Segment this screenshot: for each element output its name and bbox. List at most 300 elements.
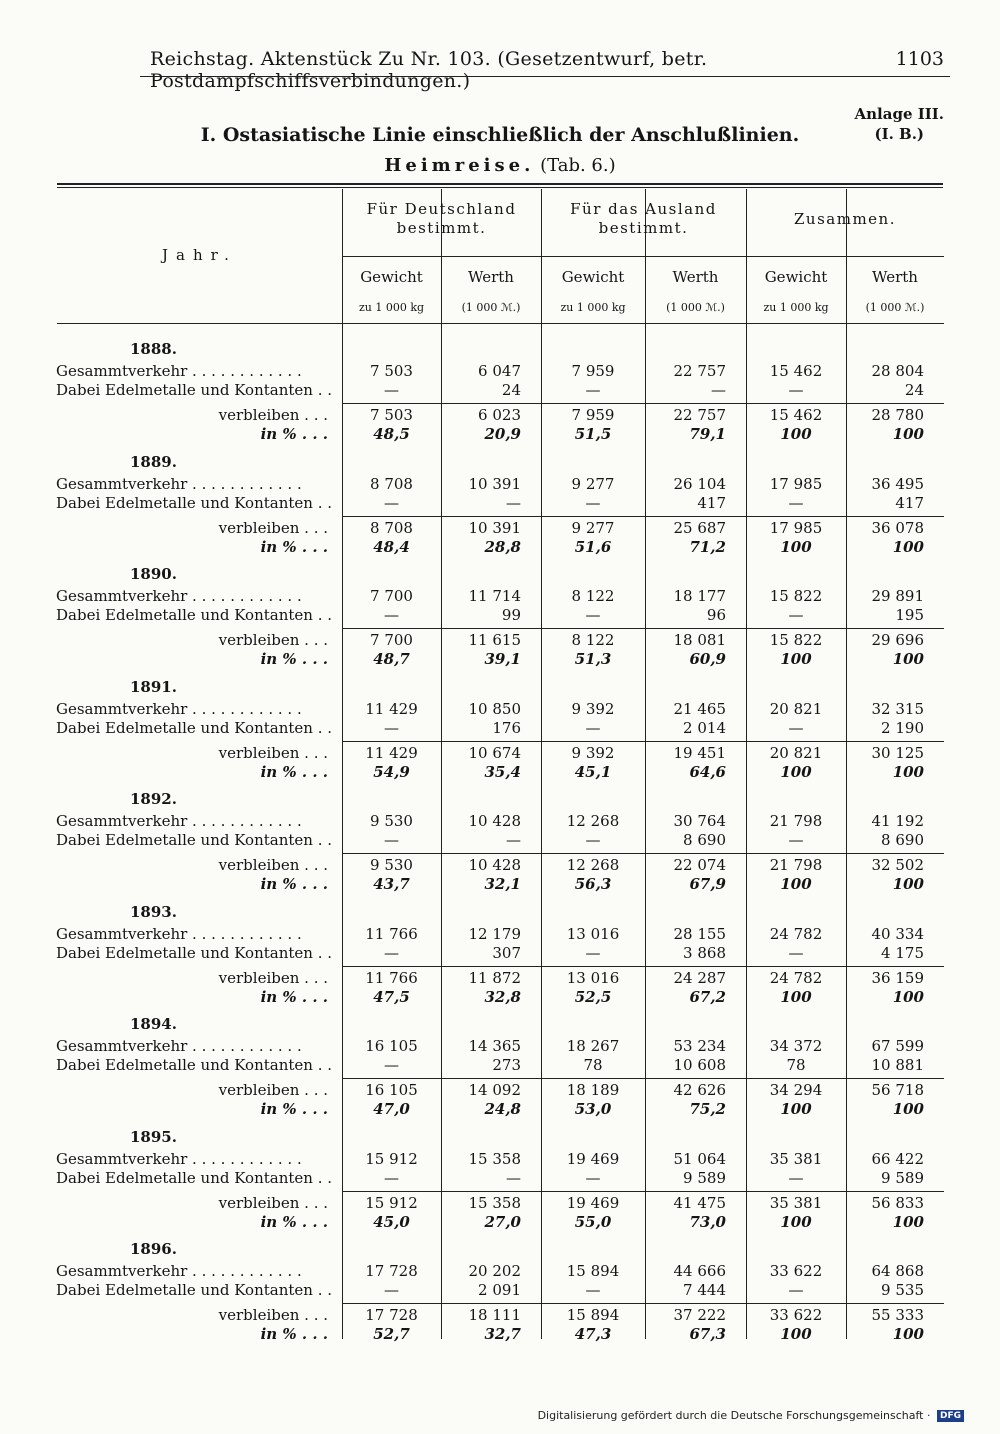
table-cell: 11 714: [468, 587, 521, 605]
year-label: 1896.: [130, 1240, 177, 1258]
table-cell: 12 268: [566, 812, 620, 830]
table-row-edelmetalle: [0, 605, 1000, 625]
subtotal-rule: [342, 516, 944, 517]
table-row-edelmetalle: [0, 493, 1000, 513]
table-cell: 2 091: [478, 1281, 521, 1299]
table-cell: 11 429: [365, 743, 418, 762]
table-cell: 30 125: [871, 743, 924, 762]
row-label-verbleiben: verbleiben . . .: [218, 406, 328, 424]
table-cell: 9 589: [683, 1168, 726, 1187]
table-cell: 15 894: [566, 1262, 620, 1280]
table-row-edelmetalle: [0, 830, 1000, 850]
table-cell: 100: [780, 762, 812, 781]
table-cell: 47,0: [373, 1100, 410, 1118]
unit-label: zu 1 000 kg: [763, 301, 829, 314]
table-cell: —: [384, 943, 399, 962]
table-row-gesamtverkehr: [0, 1036, 1000, 1056]
anlage-line1: Anlage III.: [854, 105, 944, 123]
table-cell: 33 622: [769, 1306, 823, 1324]
year-label: 1888.: [130, 340, 177, 358]
table-cell: 15 822: [769, 587, 823, 605]
table-cell: 6 023: [478, 406, 521, 424]
table-cell: —: [384, 1056, 399, 1074]
group-header-line1: Für Deutschland: [366, 200, 517, 218]
table-cell: 14 365: [468, 1037, 521, 1055]
group-header-line1: Für das Ausland: [570, 200, 717, 218]
table-cell: 9 530: [370, 856, 413, 874]
table-cell: 417: [697, 493, 726, 512]
row-label-gesamtverkehr: Gesammtverkehr . . . . . . . . . . . .: [56, 587, 302, 605]
row-label-gesamtverkehr: Gesammtverkehr . . . . . . . . . . . .: [56, 362, 302, 380]
row-label-edelmetalle: Dabei Edelmetalle und Kontanten . .: [56, 943, 333, 962]
table-cell: 100: [892, 762, 924, 781]
table-cell: 40 334: [871, 924, 924, 943]
table-cell: 10 391: [468, 474, 521, 493]
table-cell: 78: [583, 1056, 603, 1074]
row-label-gesamtverkehr: Gesammtverkehr . . . . . . . . . . . .: [56, 474, 302, 493]
table-row-edelmetalle: [0, 1168, 1000, 1188]
table-cell: 100: [892, 987, 924, 1006]
table-row-gesamtverkehr: [0, 586, 1000, 606]
table-row-verbleiben: [0, 518, 1000, 538]
table-cell: 35 381: [769, 1149, 823, 1168]
table-cell: 67,9: [689, 875, 726, 893]
table-cell: 25 687: [673, 518, 726, 537]
table-cell: 11 872: [468, 968, 521, 987]
table-cell: —: [585, 943, 601, 962]
table-cell: 100: [892, 1100, 924, 1118]
table-row-percent: [0, 649, 1000, 669]
table-cell: 78: [786, 1056, 806, 1074]
row-label-verbleiben: verbleiben . . .: [218, 1193, 328, 1212]
table-cell: 52,5: [574, 987, 612, 1006]
year-label: 1892.: [130, 790, 177, 808]
table-cell: 17 728: [365, 1262, 418, 1280]
table-cell: 41 475: [673, 1193, 726, 1212]
table-cell: —: [384, 831, 399, 849]
table-cell: 10 391: [468, 518, 521, 537]
table-cell: 54,9: [373, 762, 410, 781]
table-cell: 56 718: [871, 1081, 924, 1099]
table-cell: 24: [501, 381, 521, 399]
table-row-gesamtverkehr: [0, 699, 1000, 719]
table-row-gesamtverkehr: [0, 361, 1000, 381]
anlage-line2: (I. B.): [874, 125, 925, 143]
sub-header-werth: Werth: [672, 268, 719, 286]
table-row-edelmetalle: [0, 380, 1000, 400]
table-row-edelmetalle: [0, 1055, 1000, 1075]
row-label-percent: in % . . .: [260, 987, 328, 1006]
year-label: 1890.: [130, 565, 177, 583]
table-cell: 100: [780, 1212, 812, 1231]
table-cell: 24,8: [484, 1100, 521, 1118]
table-cell: 7 700: [370, 587, 413, 605]
subtotal-rule: [342, 1078, 944, 1079]
year-label: 1891.: [130, 677, 177, 696]
table-row-gesamtverkehr: [0, 811, 1000, 831]
table-cell: —: [585, 1168, 601, 1187]
table-cell: 8 690: [683, 831, 726, 849]
table-cell: —: [585, 606, 601, 624]
table-cell: 73,0: [689, 1212, 726, 1231]
table-cell: 39,1: [484, 650, 521, 668]
table-cell: 15 912: [365, 1193, 418, 1212]
table-cell: 7 959: [571, 406, 615, 424]
row-label-verbleiben: verbleiben . . .: [218, 518, 328, 537]
row-label-edelmetalle: Dabei Edelmetalle und Kontanten . .: [56, 606, 333, 624]
table-cell: 28 804: [871, 362, 924, 380]
table-row-verbleiben: [0, 405, 1000, 425]
table-cell: —: [585, 831, 601, 849]
table-cell: —: [788, 381, 804, 399]
table-row-edelmetalle: [0, 718, 1000, 738]
table-cell: 43,7: [373, 875, 410, 893]
table-cell: 33 622: [769, 1262, 823, 1280]
row-label-verbleiben: verbleiben . . .: [218, 1081, 328, 1099]
table-row-verbleiben: [0, 1193, 1000, 1213]
group-header-line2: bestimmt.: [598, 219, 689, 237]
table-cell: —: [788, 831, 804, 849]
table-cell: 100: [780, 1325, 812, 1343]
table-row-percent: [0, 1324, 1000, 1344]
table-cell: 67 599: [871, 1037, 924, 1055]
table-cell: 14 092: [468, 1081, 521, 1099]
unit-label: (1 000 ℳ.): [461, 301, 521, 314]
sub-header-gewicht: Gewicht: [561, 268, 625, 286]
row-label-edelmetalle: Dabei Edelmetalle und Kontanten . .: [56, 1281, 333, 1299]
subtotal-rule: [342, 966, 944, 967]
section-title: I. Ostasiatische Linie einschließlich der Anschlußlinien.: [200, 124, 800, 146]
table-cell: 34 372: [769, 1037, 823, 1055]
sub-header-werth: Werth: [872, 268, 918, 286]
subtotal-rule: [342, 628, 944, 629]
subtotal-rule: [342, 1303, 944, 1304]
table-cell: 12 268: [566, 856, 620, 874]
row-label-edelmetalle: Dabei Edelmetalle und Kontanten . .: [56, 1056, 333, 1074]
table-cell: 51,5: [574, 425, 612, 443]
table-cell: 10 428: [468, 812, 521, 830]
table-cell: 10 674: [468, 743, 521, 762]
row-label-percent: in % . . .: [260, 1212, 328, 1231]
row-label-edelmetalle: Dabei Edelmetalle und Kontanten . .: [56, 1168, 333, 1187]
table-cell: 32 315: [871, 699, 924, 718]
table-row-edelmetalle: [0, 943, 1000, 963]
table-cell: 42 626: [673, 1081, 726, 1099]
table-cell: 66 422: [871, 1149, 924, 1168]
row-label-gesamtverkehr: Gesammtverkehr . . . . . . . . . . . .: [56, 699, 302, 718]
subtotal-rule: [342, 741, 944, 742]
table-cell: 48,5: [373, 425, 410, 443]
table-cell: 51 064: [673, 1149, 726, 1168]
table-cell: 9 277: [571, 518, 615, 537]
table-cell: 26 104: [673, 474, 726, 493]
table-cell: 100: [892, 875, 924, 893]
table-cell: 24 782: [769, 968, 823, 987]
table-cell: —: [384, 493, 399, 512]
table-cell: 24 287: [673, 968, 726, 987]
table-cell: 4 175: [881, 943, 924, 962]
row-label-gesamtverkehr: Gesammtverkehr . . . . . . . . . . . .: [56, 1037, 302, 1055]
table-row-percent: [0, 1212, 1000, 1232]
row-label-percent: in % . . .: [260, 425, 328, 443]
table-cell: 100: [780, 425, 812, 443]
table-cell: 10 608: [673, 1056, 726, 1074]
table-cell: 100: [780, 650, 812, 668]
table-row-percent: [0, 537, 1000, 557]
subtotal-rule: [342, 1191, 944, 1192]
table-cell: 44 666: [673, 1262, 726, 1280]
table-cell: 7 444: [683, 1281, 726, 1299]
table-cell: —: [384, 1168, 399, 1187]
table-cell: 75,2: [689, 1100, 726, 1118]
table-cell: —: [585, 493, 601, 512]
row-label-percent: in % . . .: [260, 537, 328, 556]
table-cell: 21 798: [769, 856, 823, 874]
table-cell: 47,3: [574, 1325, 612, 1343]
dfg-logo: DFG: [937, 1410, 964, 1422]
page-number: 1103: [895, 48, 944, 70]
table-cell: 36 159: [871, 968, 924, 987]
row-label-gesamtverkehr: Gesammtverkehr . . . . . . . . . . . .: [56, 812, 302, 830]
table-cell: 64,6: [689, 762, 726, 781]
table-cell: —: [585, 718, 601, 737]
table-cell: 55,0: [574, 1212, 612, 1231]
table-cell: 176: [492, 718, 521, 737]
table-cell: 11 429: [365, 699, 418, 718]
table-row-percent: [0, 874, 1000, 894]
group-header-rule: [342, 256, 944, 257]
table-cell: 417: [895, 493, 924, 512]
table-cell: 24: [904, 381, 924, 399]
unit-label: zu 1 000 kg: [560, 301, 626, 314]
table-cell: 11 766: [365, 924, 418, 943]
table-cell: 11 766: [365, 968, 418, 987]
year-label: 1895.: [130, 1127, 177, 1146]
subtotal-rule: [342, 403, 944, 404]
unit-label: (1 000 ℳ.): [666, 301, 725, 314]
table-cell: 20 202: [468, 1262, 521, 1280]
table-cell: 18 111: [468, 1306, 521, 1324]
table-cell: 100: [892, 1325, 924, 1343]
table-cell: 32,1: [484, 875, 521, 893]
subtitle-main: Heimreise.: [384, 155, 535, 176]
table-cell: 34 294: [769, 1081, 823, 1099]
table-cell: 9 535: [881, 1281, 924, 1299]
table-cell: 9 392: [571, 743, 615, 762]
table-cell: —: [788, 718, 804, 737]
header-rule: [140, 76, 950, 77]
subtitle-tab: (Tab. 6.): [540, 155, 616, 176]
row-label-edelmetalle: Dabei Edelmetalle und Kontanten . .: [56, 718, 333, 737]
table-cell: 32,7: [484, 1325, 521, 1343]
table-cell: 20 821: [769, 743, 823, 762]
table-cell: —: [788, 943, 804, 962]
table-row-gesamtverkehr: [0, 924, 1000, 944]
table-cell: 7 503: [370, 406, 413, 424]
table-cell: 27,0: [484, 1212, 521, 1231]
table-cell: 15 912: [365, 1149, 418, 1168]
table-cell: 18 177: [673, 587, 726, 605]
table-row-percent: [0, 424, 1000, 444]
table-cell: 30 764: [673, 812, 726, 830]
row-label-verbleiben: verbleiben . . .: [218, 743, 328, 762]
table-cell: 32 502: [871, 856, 924, 874]
table-cell: 35,4: [484, 762, 521, 781]
table-cell: 100: [780, 1100, 812, 1118]
table-cell: 100: [892, 425, 924, 443]
table-cell: 51,3: [574, 650, 612, 668]
table-cell: 100: [892, 650, 924, 668]
table-cell: 47,5: [373, 987, 410, 1006]
sub-header-werth: Werth: [468, 268, 514, 286]
table-cell: 307: [492, 943, 521, 962]
table-cell: 273: [492, 1056, 521, 1074]
table-cell: 16 105: [365, 1081, 418, 1099]
table-cell: 19 451: [673, 743, 726, 762]
table-row-verbleiben: [0, 743, 1000, 763]
table-cell: 100: [780, 875, 812, 893]
table-row-verbleiben: [0, 855, 1000, 875]
year-column-header: Jahr.: [162, 246, 237, 264]
table-row-edelmetalle: [0, 1280, 1000, 1300]
row-label-verbleiben: verbleiben . . .: [218, 631, 328, 649]
table-cell: —: [384, 1281, 399, 1299]
running-title: Reichstag. Aktenstück Zu Nr. 103. (Gesetzentwurf, betr. Postdampfschiffsverbindungen.): [150, 48, 708, 92]
table-cell: —: [788, 606, 804, 624]
table-cell: 56 833: [871, 1193, 924, 1212]
table-cell: 9 589: [881, 1168, 924, 1187]
group-header-2: [746, 210, 944, 229]
header-bottom-rule: [57, 323, 944, 324]
row-label-verbleiben: verbleiben . . .: [218, 1306, 328, 1324]
table-row-percent: [0, 987, 1000, 1007]
table-cell: 12 179: [468, 924, 521, 943]
group-header-line2: bestimmt.: [396, 219, 487, 237]
table-cell: 18 267: [566, 1037, 620, 1055]
table-cell: 55 333: [871, 1306, 924, 1324]
table-cell: 19 469: [566, 1149, 620, 1168]
table-top-rule: [57, 183, 943, 185]
table-cell: 15 462: [769, 406, 823, 424]
unit-label: zu 1 000 kg: [358, 301, 425, 314]
table-cell: —: [506, 1168, 521, 1187]
table-cell: 21 798: [769, 812, 823, 830]
row-label-gesamtverkehr: Gesammtverkehr . . . . . . . . . . . .: [56, 1149, 302, 1168]
row-label-edelmetalle: Dabei Edelmetalle und Kontanten . .: [56, 381, 333, 399]
table-cell: 19 469: [566, 1193, 620, 1212]
table-cell: 60,9: [689, 650, 726, 668]
table-cell: 15 462: [769, 362, 823, 380]
row-label-percent: in % . . .: [260, 1325, 328, 1343]
table-cell: 32,8: [484, 987, 521, 1006]
table-cell: 96: [706, 606, 726, 624]
table-cell: 71,2: [689, 537, 726, 556]
row-label-percent: in % . . .: [260, 875, 328, 893]
table-cell: 64 868: [871, 1262, 924, 1280]
table-cell: 8 690: [881, 831, 924, 849]
group-header-line1: Zusammen.: [794, 210, 896, 228]
table-row-verbleiben: [0, 1080, 1000, 1100]
year-label: 1894.: [130, 1015, 177, 1033]
row-label-edelmetalle: Dabei Edelmetalle und Kontanten . .: [56, 493, 333, 512]
section-subtitle: [0, 155, 1000, 176]
table-cell: 24 782: [769, 924, 823, 943]
table-cell: 11 615: [468, 631, 521, 649]
table-row-gesamtverkehr: [0, 474, 1000, 494]
table-cell: 8 122: [571, 587, 615, 605]
table-cell: 37 222: [673, 1306, 726, 1324]
row-label-verbleiben: verbleiben . . .: [218, 856, 328, 874]
table-cell: 7 959: [571, 362, 615, 380]
table-row-verbleiben: [0, 968, 1000, 988]
table-cell: 9 530: [370, 812, 413, 830]
table-row-verbleiben: [0, 630, 1000, 650]
table-cell: —: [384, 718, 399, 737]
table-cell: 29 696: [871, 631, 924, 649]
table-cell: —: [711, 381, 726, 399]
table-cell: 8 708: [370, 474, 413, 493]
row-label-gesamtverkehr: Gesammtverkehr . . . . . . . . . . . .: [56, 924, 302, 943]
year-label: 1893.: [130, 902, 177, 921]
table-cell: 79,1: [689, 425, 726, 443]
table-cell: 36 495: [871, 474, 924, 493]
table-top-rule-thin: [57, 187, 943, 188]
table-cell: 28,8: [484, 537, 521, 556]
table-cell: 36 078: [871, 518, 924, 537]
table-cell: 51,6: [574, 537, 612, 556]
footer-text: Digitalisierung gefördert durch die Deutsche Forschungsgemeinschaft ·: [537, 1409, 931, 1422]
sub-header-gewicht: Gewicht: [764, 268, 828, 286]
table-row-percent: [0, 1099, 1000, 1119]
table-cell: —: [585, 1281, 601, 1299]
table-cell: 15 894: [566, 1306, 620, 1324]
table-cell: 53,0: [574, 1100, 612, 1118]
table-cell: —: [506, 493, 521, 512]
table-cell: 45,1: [574, 762, 612, 781]
table-cell: 53 234: [673, 1037, 726, 1055]
table-cell: —: [585, 381, 601, 399]
year-label: 1889.: [130, 452, 177, 471]
table-cell: 9 392: [571, 699, 615, 718]
table-cell: 13 016: [566, 924, 620, 943]
digitization-footer: [538, 1409, 964, 1422]
row-label-edelmetalle: Dabei Edelmetalle und Kontanten . .: [56, 831, 333, 849]
table-cell: —: [506, 831, 521, 849]
table-cell: —: [788, 493, 804, 512]
table-cell: 48,7: [373, 650, 410, 668]
table-cell: 100: [892, 1212, 924, 1231]
table-cell: 8 708: [370, 518, 413, 537]
table-cell: —: [788, 1281, 804, 1299]
table-cell: 100: [780, 987, 812, 1006]
table-cell: 48,4: [373, 537, 410, 556]
table-cell: 13 016: [566, 968, 620, 987]
table-cell: 15 822: [769, 631, 823, 649]
table-cell: 22 074: [673, 856, 726, 874]
table-cell: 10 881: [871, 1056, 924, 1074]
table-cell: 67,2: [689, 987, 726, 1006]
row-label-gesamtverkehr: Gesammtverkehr . . . . . . . . . . . .: [56, 1262, 302, 1280]
table-cell: 15 358: [468, 1193, 521, 1212]
sub-header-gewicht: Gewicht: [360, 268, 423, 286]
row-label-verbleiben: verbleiben . . .: [218, 968, 328, 987]
table-cell: 67,3: [689, 1325, 726, 1343]
table-cell: 52,7: [373, 1325, 410, 1343]
group-header-0: [342, 200, 541, 238]
table-cell: 17 728: [365, 1306, 418, 1324]
table-cell: 99: [501, 606, 521, 624]
table-cell: 195: [895, 606, 924, 624]
